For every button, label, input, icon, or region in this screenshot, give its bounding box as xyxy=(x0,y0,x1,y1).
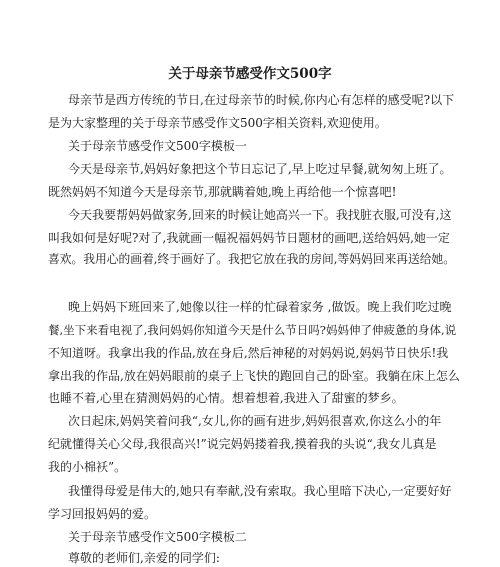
paragraph-line: 既然妈妈不知道今天是母亲节,那就瞒着她,晚上再给他一个惊喜吧! xyxy=(48,185,397,199)
paragraph-line: 不知道呀。我拿出我的作品,放在身后,然后神秘的对妈妈说,妈妈节日快乐!我 xyxy=(48,346,449,360)
document-title: 关于母亲节感受作文500字 xyxy=(168,66,332,82)
paragraph-line: 餐,坐下来看电视了,我问妈妈你知道今天是什么节日吗?妈妈伸了伸疲惫的身体,说 xyxy=(48,323,457,337)
paragraph-line: 我懂得母爱是伟大的,她只有奉献,没有索取。我心里暗下决心,一定要好好 xyxy=(68,484,452,498)
paragraph-line: 母亲节是西方传统的节日,在过母亲节的时候,你内心有怎样的感受呢?以下 xyxy=(68,93,455,107)
paragraph-line: 叫我如何是好呢?对了,我就画一幅祝福妈妈节日题材的画吧,送给妈妈,她一定 xyxy=(48,231,450,245)
paragraph-line: 也睡不着,心里在猜测妈妈的心情。想着想着,我进入了甜蜜的梦乡。 xyxy=(48,391,404,405)
section-heading: 关于母亲节感受作文500字模板一 xyxy=(68,139,247,153)
paragraph-line: 尊敬的老师们,亲爱的同学们: xyxy=(68,551,220,565)
section-heading: 关于母亲节感受作文500字模板二 xyxy=(68,530,247,544)
paragraph-line: 晚上妈妈下班回来了,她像以往一样的忙碌着家务 ,做饭。晚上我们吃过晚 xyxy=(68,300,452,314)
paragraph-line: 纪就懂得关心父母,我很高兴!”说完妈妈搂着我,摸着我的头说“,我女儿真是 xyxy=(48,437,437,451)
paragraph-line: 喜欢。我用心的画着,终于画好了。我把它放在我的房间,等妈妈回来再送给她。 xyxy=(48,252,455,266)
paragraph-line: 是为大家整理的关于母亲节感受作文500字相关资料,欢迎使用。 xyxy=(48,116,387,130)
paragraph-line: 我的小棉袄”。 xyxy=(48,460,127,474)
paragraph-line: 今天我要帮妈妈做家务,回来的时候让她高兴一下。我找脏衣服,可没有,这 xyxy=(68,208,452,222)
paragraph-line: 今天是母亲节,妈妈好象把这个节日忘记了,早上吃过早餐,就匆匆上班了。 xyxy=(68,162,452,176)
paragraph-line: 学习回报妈妈的爱。 xyxy=(48,507,157,521)
paragraph-line: 次日起床,妈妈笑着问我“,女儿,你的画有进步,妈妈很喜欢,你这么小的年 xyxy=(68,414,442,428)
paragraph-line: 拿出我的作品,放在妈妈眼前的桌子上飞快的跑回自己的卧室。我躺在床上怎么 xyxy=(48,369,460,383)
